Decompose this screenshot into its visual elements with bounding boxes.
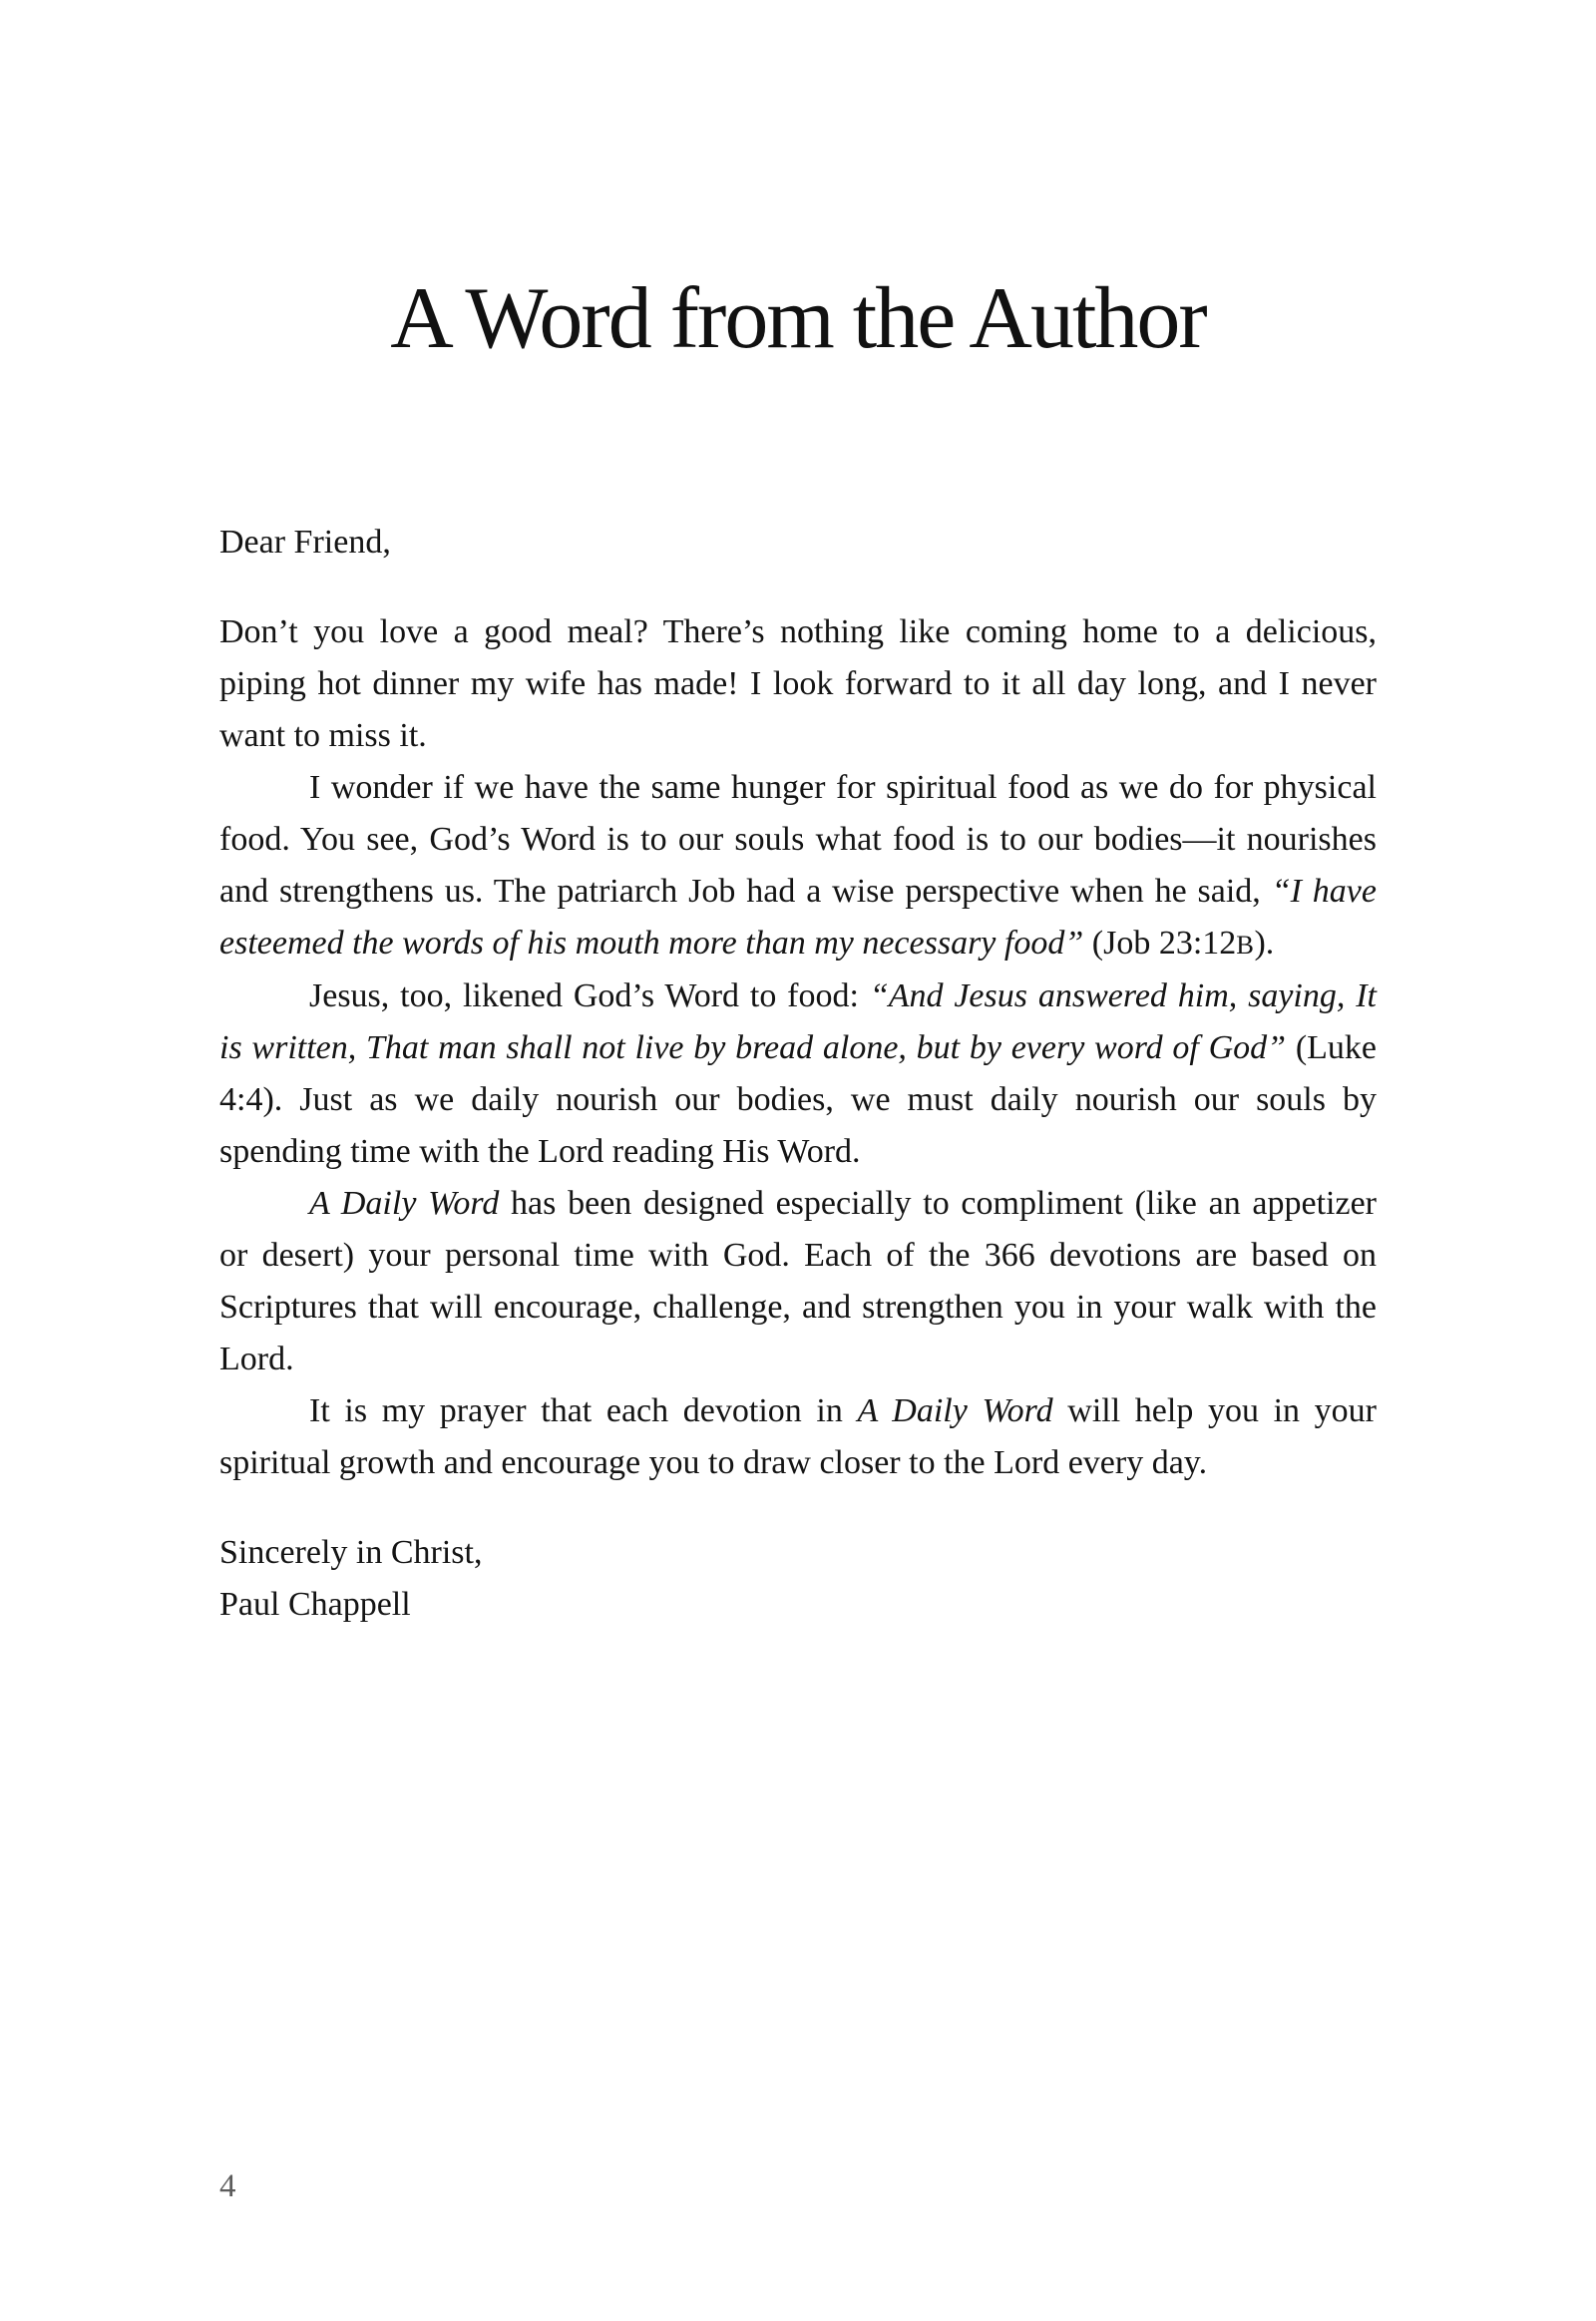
text-run: (Luke 4:4). Just as we daily nourish our bodies, we must daily nourish our souls by spending time with the Lord reading His Word. <box>219 1029 1378 1170</box>
text-run: (Job 23:12 <box>1083 925 1237 962</box>
text-run: B <box>1236 930 1255 960</box>
text-run: It is my prayer that each devotion in <box>309 1392 858 1429</box>
salutation: Dear Friend, <box>219 524 391 561</box>
text-run: Jesus, too, likened God’s Word to food: <box>309 977 870 1014</box>
text-run: has been designed especially to compliment (like an appetizer or desert) your personal time with God. Each of the 366 devotions are based on Scriptures that will encourage, challenge, and strengthen you in your walk with the Lord. <box>219 1185 1377 1377</box>
text-run: ). <box>1254 925 1275 962</box>
text-run: I wonder if we have the same hunger for spiritual food as we do for physical food. You see, God’s Word is to our souls what food is to our bodies—it nourishes and strengthens us. The patriarch Job had a wise perspective when he said, <box>219 769 1377 910</box>
author-signature: Paul Chappell <box>219 1586 411 1623</box>
letter-paragraphs <box>219 606 1377 1489</box>
letter-body <box>219 517 1377 1631</box>
page-title: A Word from the Author <box>390 270 1206 367</box>
paragraph <box>219 1178 1377 1385</box>
paragraph <box>219 970 1377 1178</box>
text-run: A Daily Word <box>309 1185 500 1222</box>
text-run: will help you in your spiritual growth and encourage you to draw closer to the Lord every day. <box>219 1392 1377 1481</box>
page-number: 4 <box>219 2168 236 2204</box>
text-run: A Daily Word <box>857 1392 1053 1429</box>
paragraph <box>219 1385 1377 1489</box>
text-run: Don’t you love a good meal? There’s nothing like coming home to a delicious, piping hot dinner my wife has made! I look forward to it all day long, and I never want to miss it. <box>219 613 1377 754</box>
paragraph <box>219 606 1377 762</box>
text-run: “And Jesus answered him, saying, It is written, That man shall not live by bread alone, but by every word of God” <box>219 977 1378 1066</box>
text-run: “I have esteemed the words of his mouth more than my necessary food” <box>219 873 1377 962</box>
closing-line: Sincerely in Christ, <box>219 1534 483 1571</box>
paragraph <box>219 762 1377 970</box>
